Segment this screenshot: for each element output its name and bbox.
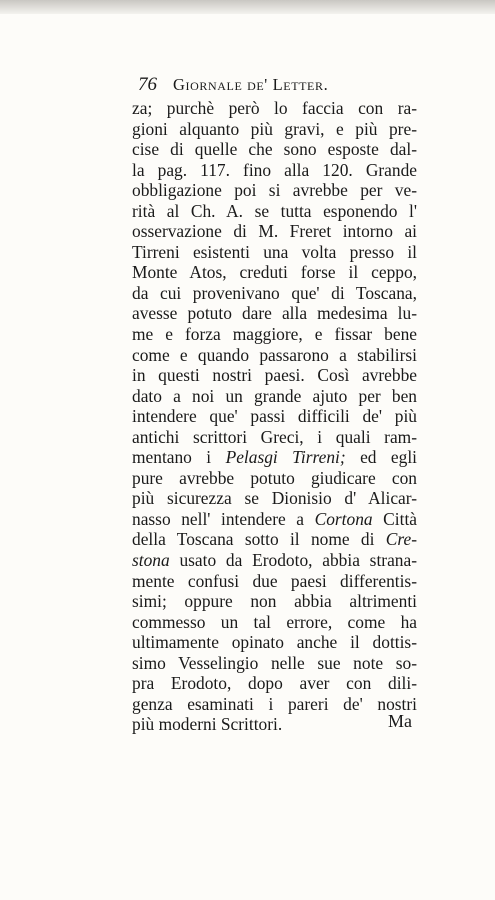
catchword: Ma (388, 711, 412, 731)
running-head: Giornale de' Letter. (173, 75, 329, 94)
text-line: Monte Atos, creduti forse il ceppo, (132, 262, 417, 283)
text-line (132, 529, 417, 550)
text-line: simi; oppure non abbia altrimenti (132, 591, 417, 612)
text-segment: mentano i (132, 447, 226, 468)
page-number: 76 (138, 74, 157, 95)
text-line: ultimamente opinato anche il dottis- (132, 632, 417, 653)
text-segment: della Toscana sotto il nome di (132, 529, 386, 550)
text-line: mente confusi due paesi differentis- (132, 570, 417, 591)
text-line: avesse potuto dare alla medesima lu- (132, 303, 417, 324)
page-header (138, 74, 428, 98)
text-line: la pag. 117. fino alla 120. Grande (132, 159, 417, 180)
text-line: me e forza maggiore, e fissar bene (132, 324, 417, 345)
italic-term: Cre- (385, 529, 417, 550)
text-line: cise di quelle che sono esposte dal- (132, 139, 417, 160)
text-segment: usato da Erodoto, abbia strana- (169, 550, 417, 571)
text-line: antichi scrittori Greci, i quali ram- (132, 426, 417, 447)
text-line: pure avrebbe potuto giudicare con (132, 467, 417, 488)
text-segment: Città (372, 508, 417, 529)
text-line: da cui provenivano que' di Toscana, (132, 282, 417, 303)
body-text (132, 98, 417, 735)
text-line: gioni alquanto più gravi, e più pre- (132, 118, 417, 139)
text-line (132, 509, 417, 530)
text-line: osservazione di M. Freret intorno ai (132, 221, 417, 242)
text-line: genza esaminati i pareri de' nostri (132, 693, 417, 714)
text-line: za; purchè però lo faccia con ra- (132, 98, 417, 118)
text-segment: nasso nell' intendere a (132, 508, 315, 529)
text-line: pra Erodoto, dopo aver con dili- (132, 673, 417, 694)
italic-term: stona (132, 550, 170, 571)
text-segment: ed egli (345, 447, 418, 468)
italic-term: Cortona (314, 508, 373, 529)
text-line (132, 550, 417, 571)
text-line (132, 447, 417, 468)
text-line: commesso un tal errore, come ha (132, 611, 417, 632)
text-line: simo Vesselingio nelle sue note so- (132, 652, 417, 673)
text-line: rità al Ch. A. se tutta esponendo l' (132, 200, 417, 221)
text-line: in questi nostri paesi. Così avrebbe (132, 365, 417, 386)
text-line: più moderni Scrittori. (132, 714, 283, 735)
text-line: intendere que' passi difficili de' più (132, 406, 417, 427)
text-line: come e quando passarono a stabilirsi (132, 344, 417, 365)
text-line: dato a noi un grande ajuto per ben (132, 385, 417, 406)
page-top-edge (0, 0, 495, 14)
text-line: più sicurezza se Dionisio d' Alicar- (132, 488, 417, 509)
text-line: obbligazione poi si avrebbe per ve- (132, 180, 417, 201)
text-line: Tirreni esistenti una volta presso il (132, 241, 417, 262)
italic-term: Pelasgi Tirreni; (225, 447, 346, 468)
